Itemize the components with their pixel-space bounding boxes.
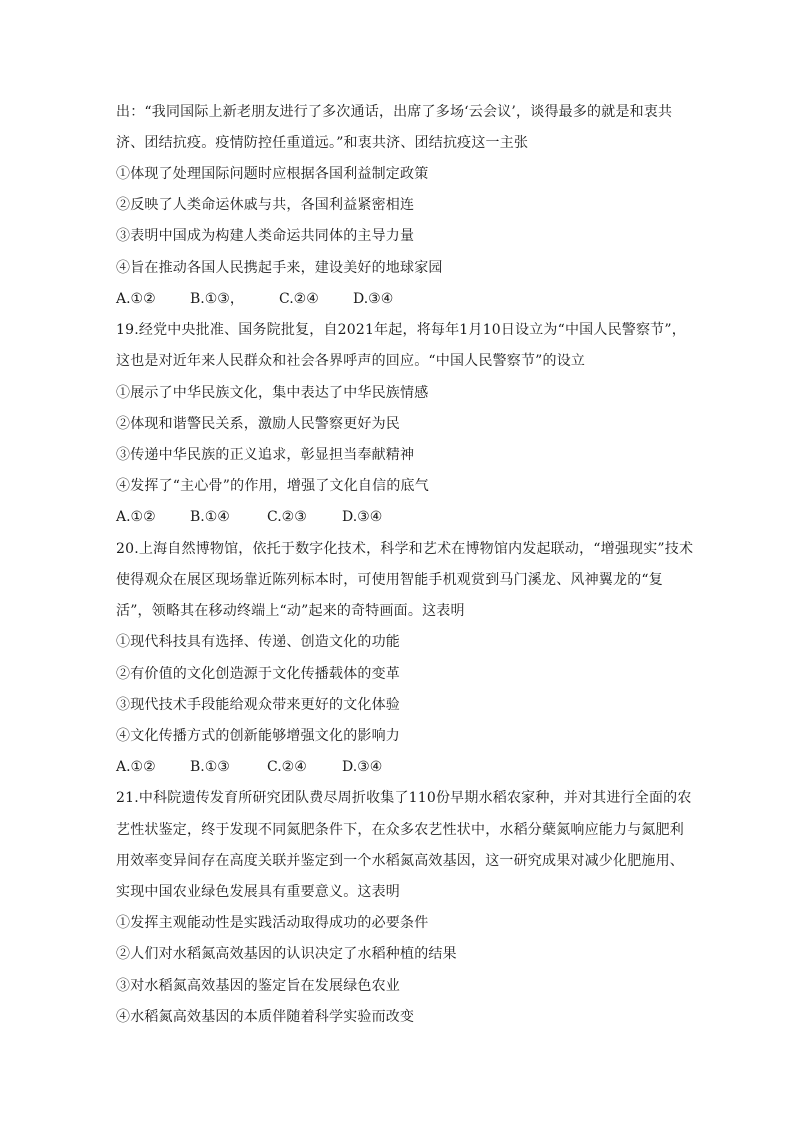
text-line: 用效率变异间存在高度关联并鉴定到一个水稻氮高效基因，这一研究成果对减少化肥施用、 xyxy=(116,853,684,869)
option-a: A.①② xyxy=(116,509,156,525)
answer-options-q18 xyxy=(116,289,393,309)
text-line: ②有价值的文化创造源于文化传播载体的变革 xyxy=(116,666,400,682)
text-line: ①现代科技具有选择、传递、创造文化的功能 xyxy=(116,634,400,650)
text-line: 这也是对近年来人民群众和社会各界呼声的回应。“中国人民警察节”的设立 xyxy=(116,353,586,369)
option-c: C.②④ xyxy=(279,291,319,307)
option-d: D.③④ xyxy=(342,759,383,775)
text-line: ③传递中华民族的正义追求，彰显担当奉献精神 xyxy=(116,447,415,463)
text-line: 实现中国农业绿色发展具有重要意义。这表明 xyxy=(116,884,400,900)
option-b: B.①③， xyxy=(190,291,244,307)
option-c: C.②④ xyxy=(267,759,307,775)
text-line: 济、团结抗疫。疫情防控任重道远。”和衷共济、团结抗疫这一主张 xyxy=(116,135,529,151)
text-line: ④发挥了“主心骨”的作用，增强了文化自信的底气 xyxy=(116,478,429,494)
text-line: ④旨在推动各国人民携起手来，建设美好的地球家园 xyxy=(116,260,443,276)
text-line: ③对水稻氮高效基因的鉴定旨在发展绿色农业 xyxy=(116,978,400,994)
answer-options-q19 xyxy=(116,507,382,527)
option-a: A.①② xyxy=(116,759,156,775)
option-a: A.①② xyxy=(116,291,156,307)
text-line: 艺性状鉴定，终于发现不同氮肥条件下，在众多农艺性状中，水稻分蘖氮响应能力与氮肥利 xyxy=(116,822,684,838)
option-b: B.①④ xyxy=(190,509,230,525)
question-19-stem: 19.经党中央批准、国务院批复，自2021年起，将每年1月10日设立为“中国人民警察节”， xyxy=(116,322,686,338)
option-d: D.③④ xyxy=(353,291,394,307)
option-d: D.③④ xyxy=(342,509,383,525)
text-line: 出：“我同国际上新老朋友进行了多次通话，出席了多场‘云会议’，谈得最多的就是和衷共 xyxy=(116,104,673,120)
text-line: 活”，领略其在移动终端上“动”起来的奇特画面。这表明 xyxy=(116,603,465,619)
option-b: B.①③ xyxy=(190,759,230,775)
text-line: ④水稻氮高效基因的本质伴随着科学实验而改变 xyxy=(116,1009,415,1025)
text-line: ①展示了中华民族文化，集中表达了中华民族情感 xyxy=(116,385,429,401)
option-c: C.②③ xyxy=(267,509,307,525)
text-line: ③现代技术手段能给观众带来更好的文化体验 xyxy=(116,697,400,713)
text-line: ②体现和谐警民关系，激励人民警察更好为民 xyxy=(116,416,400,432)
answer-options-q20 xyxy=(116,757,382,777)
text-line: ④文化传播方式的创新能够增强文化的影响力 xyxy=(116,728,400,744)
question-21-stem: 21.中科院遗传发育所研究团队费尽周折收集了110份早期水稻农家种，并对其进行全面的农 xyxy=(116,790,692,806)
text-line: 使得观众在展区现场靠近陈列标本时，可使用智能手机观赏到马门溪龙、风神翼龙的“复 xyxy=(116,572,663,588)
text-line: ②人们对水稻氮高效基因的认识决定了水稻种植的结果 xyxy=(116,946,457,962)
text-line: ③表明中国成为构建人类命运共同体的主导力量 xyxy=(116,228,415,244)
text-line: ①体现了处理国际问题时应根据各国利益制定政策 xyxy=(116,166,429,182)
text-line: ①发挥主观能动性是实践活动取得成功的必要条件 xyxy=(116,915,429,931)
text-line: ②反映了人类命运休戚与共，各国利益紧密相连 xyxy=(116,197,415,213)
question-20-stem: 20.上海自然博物馆，依托于数字化技术，科学和艺术在博物馆内发起联动，“增强现实”技术 xyxy=(116,541,694,557)
